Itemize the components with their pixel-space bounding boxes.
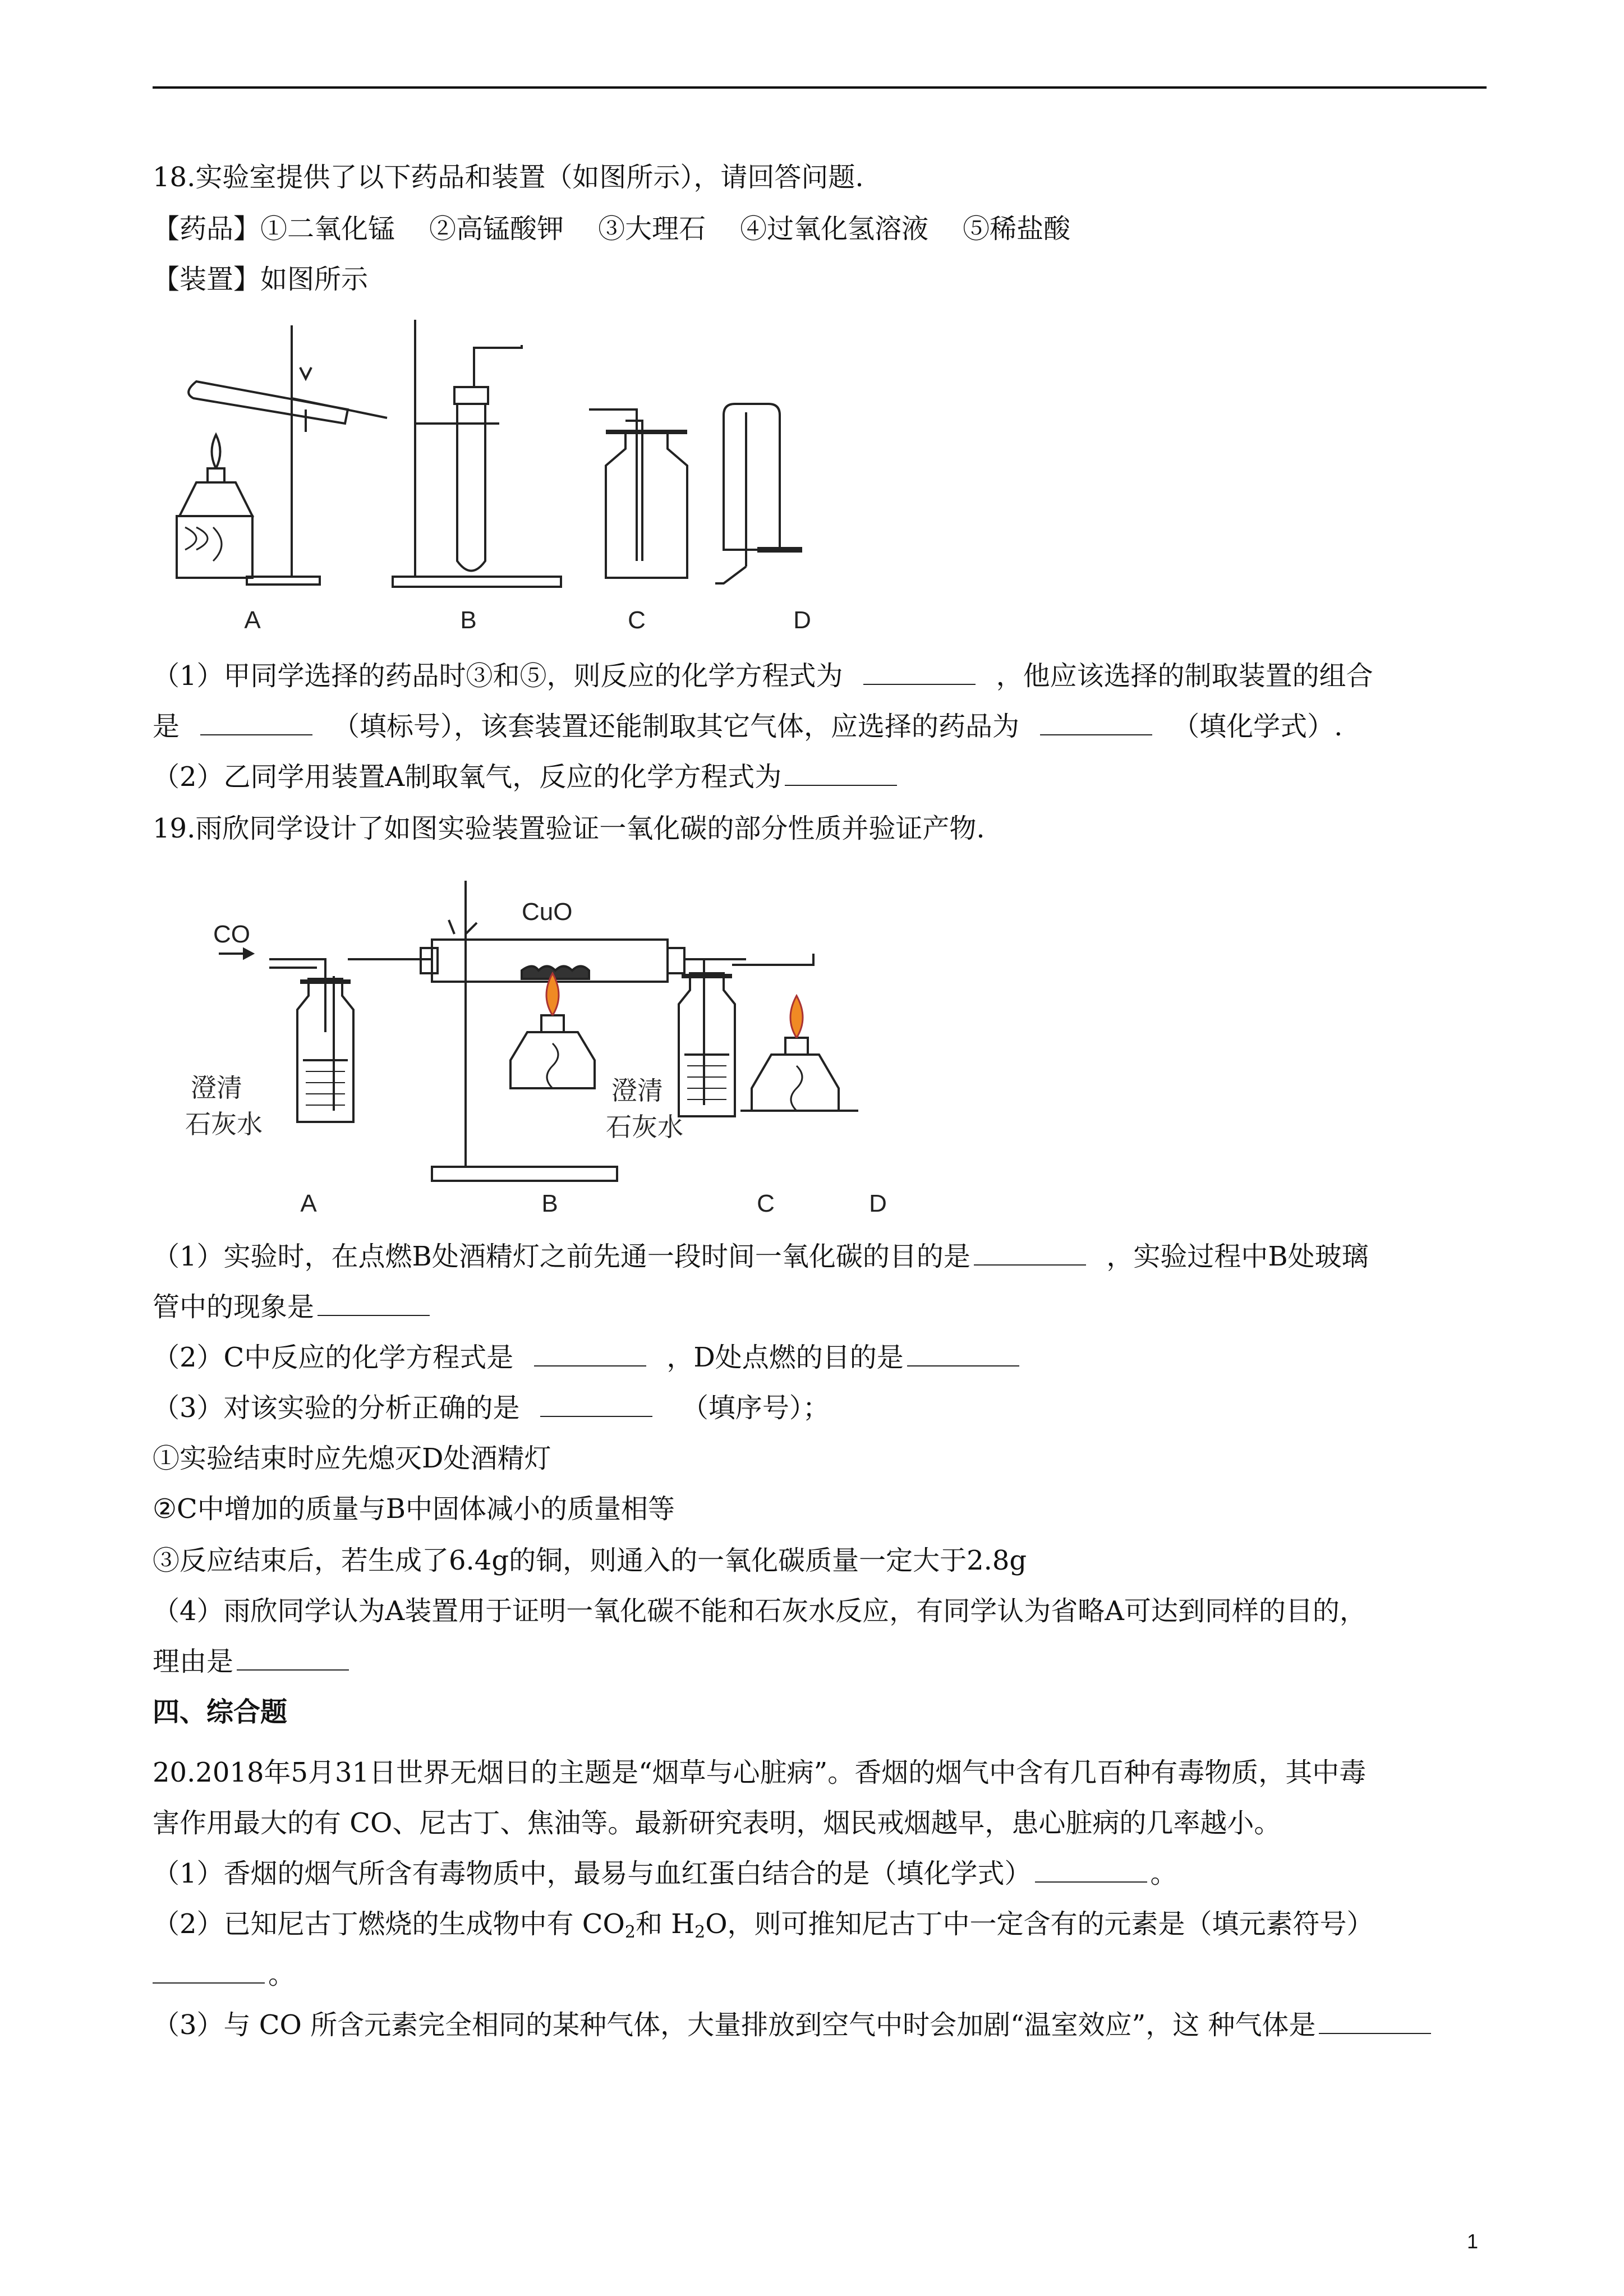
q18-label-b: B — [460, 606, 477, 634]
q20-stem-line1: 20.2018年5月31日世界无烟日的主题是“烟草与心脏病”。香烟的烟气中含有几百种有毒物质，其中毒 — [153, 1757, 1367, 1788]
q19-blank-d-purpose[interactable] — [907, 1343, 1019, 1366]
q19-label-d: D — [869, 1190, 887, 1217]
q20-blank-formula[interactable] — [1035, 1859, 1147, 1883]
q20-stem-line2: 害作用最大的有 CO、尼古丁、焦油等。最新研究表明，烟民戒烟越早，患心脏病的几率越小。 — [153, 1807, 1281, 1839]
q19-part4-line1: （4）雨欣同学认为A装置用于证明一氧化碳不能和石灰水反应，有同学认为省略A可达到同样的目的， — [153, 1595, 1367, 1627]
q19-blank-c-equation[interactable] — [534, 1343, 646, 1366]
q19-limewater-a-2: 石灰水 — [185, 1110, 263, 1139]
q19-stem: 19.雨欣同学设计了如图实验装置验证一氧化碳的部分性质并验证产物. — [153, 813, 985, 844]
q20-part3: （3）与 CO 所含元素完全相同的某种气体，大量排放到空气中时会加剧“温室效应”，这 种气体是 — [153, 2008, 1434, 2042]
q18-apparatus-figure — [163, 314, 892, 651]
q20-blank-gas[interactable] — [1319, 2010, 1431, 2034]
q19-label-a: A — [300, 1190, 317, 1217]
q18-part1-line1: （1）甲同学选择的药品时③和⑤，则反应的化学方程式为 ，他应该选择的制取装置的组合 — [153, 660, 1373, 692]
q19-label-b: B — [541, 1190, 558, 1217]
q19-option-2: ②C中增加的质量与B中固体减小的质量相等 — [153, 1493, 675, 1525]
q18-drugs: 【药品】①二氧化锰 ②高锰酸钾 ③大理石 ④过氧化氢溶液 ⑤稀盐酸 — [153, 213, 1071, 245]
q19-limewater-a-1: 澄清 — [191, 1073, 242, 1102]
q19-option-1: ①实验结束时应先熄灭D处酒精灯 — [153, 1443, 551, 1474]
q19-blank-analysis[interactable] — [540, 1393, 652, 1417]
q20-part1: （1）香烟的烟气所含有毒物质中，最易与血红蛋白结合的是（填化学式） 。 — [153, 1858, 1177, 1889]
q20-blank-elements[interactable] — [153, 1960, 265, 1984]
q19-blank-purpose[interactable] — [974, 1242, 1086, 1266]
q18-part2: （2）乙同学用装置A制取氧气，反应的化学方程式为 — [153, 760, 900, 794]
q19-part2: （2）C中反应的化学方程式是 ，D处点燃的目的是 — [153, 1341, 1023, 1374]
q19-limewater-c-2: 石灰水 — [606, 1112, 683, 1142]
q18-label-a: A — [244, 606, 261, 634]
q19-part1-line1: （1）实验时，在点燃B处酒精灯之前先通一段时间一氧化碳的目的是 ，实验过程中B处玻璃 — [153, 1241, 1369, 1272]
q19-part1-line2: 管中的现象是 — [153, 1290, 433, 1324]
header-rule — [153, 86, 1487, 89]
q19-part3: （3）对该实验的分析正确的是 （填序号）； — [153, 1392, 830, 1424]
q19-limewater-c-1: 澄清 — [611, 1076, 663, 1105]
q19-apparatus-figure — [185, 875, 1004, 1223]
q18-device: 【装置】如图所示 — [153, 264, 369, 295]
q19-blank-phenomenon[interactable] — [318, 1292, 430, 1316]
q18-blank-device[interactable] — [200, 712, 312, 735]
q20-part2-line1: （2）已知尼古丁燃烧的生成物中有 $CO_2$和 $H_2O$，则可推知尼古丁中一定含有的元素是（填元素符号） — [153, 1908, 1374, 1942]
q18-stem: 18.实验室提供了以下药品和装置（如图所示），请回答问题. — [153, 162, 864, 193]
q19-cuo-label: CuO — [522, 898, 573, 926]
q18-part1-line2: 是 （填标号），该套装置还能制取其它气体，应选择的药品为 （填化学式）. — [153, 711, 1343, 742]
q19-co-label: CO — [213, 921, 250, 948]
q19-label-c: C — [757, 1190, 775, 1217]
section-4-heading: 四、综合题 — [153, 1696, 288, 1728]
q19-part4-line2: 理由是 — [153, 1645, 352, 1678]
q18-blank-oxygen-equation[interactable] — [785, 762, 897, 786]
q18-label-c: C — [628, 606, 646, 634]
q19-option-3: ③反应结束后，若生成了6.4g的铜，则通入的一氧化碳质量一定大于2.8g — [153, 1545, 1027, 1576]
q19-blank-reason[interactable] — [237, 1647, 349, 1671]
q18-blank-equation[interactable] — [863, 661, 976, 685]
q18-label-d: D — [793, 606, 811, 634]
q18-blank-formula[interactable] — [1040, 712, 1152, 735]
page-number: 1 — [1466, 2230, 1478, 2253]
q20-part2-line2: 。 — [153, 1958, 295, 1991]
